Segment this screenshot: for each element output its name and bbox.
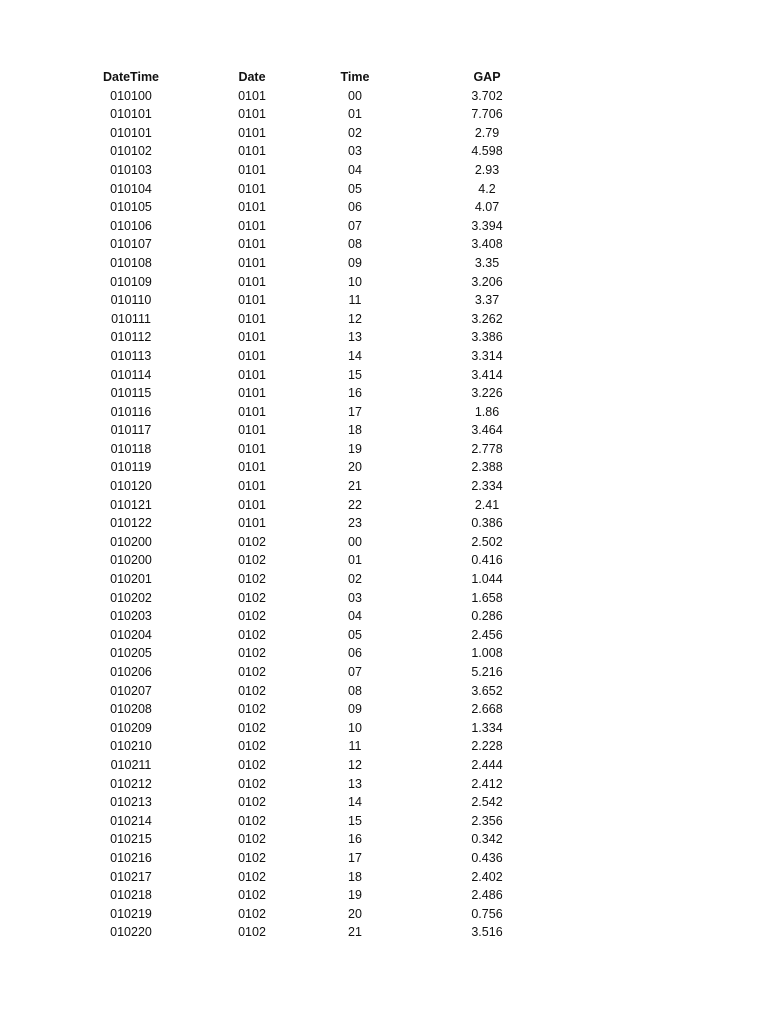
cell-gap: 0.342 — [471, 832, 503, 847]
cell-time: 00 — [348, 534, 362, 549]
table-row — [0, 589, 768, 608]
cell-date: 0102 — [238, 553, 266, 568]
table-row — [0, 421, 768, 440]
cell-date: 0101 — [238, 330, 266, 345]
cell-time: 21 — [348, 925, 362, 940]
table-row — [0, 310, 768, 329]
cell-date: 0102 — [238, 925, 266, 940]
header-gap: GAP — [473, 70, 501, 84]
cell-time: 15 — [348, 367, 362, 382]
table-row — [0, 756, 768, 775]
cell-datetime: 010202 — [110, 590, 152, 605]
table-row — [0, 105, 768, 124]
cell-gap: 3.206 — [471, 274, 503, 289]
cell-gap: 3.386 — [471, 330, 503, 345]
cell-gap: 2.486 — [471, 888, 503, 903]
cell-date: 0101 — [238, 479, 266, 494]
cell-datetime: 010207 — [110, 683, 152, 698]
table-row — [0, 217, 768, 236]
cell-time: 21 — [348, 479, 362, 494]
cell-gap: 0.386 — [471, 516, 503, 531]
cell-time: 09 — [348, 255, 362, 270]
cell-gap: 3.226 — [471, 386, 503, 401]
cell-date: 0102 — [238, 776, 266, 791]
cell-gap: 1.334 — [471, 720, 503, 735]
table-row — [0, 793, 768, 812]
table-row — [0, 830, 768, 849]
cell-time: 17 — [348, 850, 362, 865]
cell-time: 11 — [348, 739, 362, 754]
table-row — [0, 682, 768, 701]
cell-time: 08 — [348, 683, 362, 698]
cell-datetime: 010220 — [110, 925, 152, 940]
table-row — [0, 514, 768, 533]
cell-date: 0101 — [238, 88, 266, 103]
cell-time: 22 — [348, 497, 362, 512]
cell-time: 19 — [348, 888, 362, 903]
cell-gap: 3.414 — [471, 367, 503, 382]
cell-date: 0101 — [238, 255, 266, 270]
cell-time: 18 — [348, 423, 362, 438]
cell-date: 0102 — [238, 665, 266, 679]
header-datetime: DateTime — [102, 70, 160, 84]
cell-time: 02 — [348, 125, 362, 140]
cell-datetime: 010217 — [110, 869, 152, 884]
cell-time: 12 — [348, 757, 362, 772]
cell-time: 07 — [348, 665, 362, 679]
cell-time: 10 — [348, 274, 362, 289]
table-row — [0, 235, 768, 254]
cell-time: 03 — [348, 590, 362, 605]
table-body — [0, 87, 768, 942]
cell-datetime: 010113 — [110, 348, 152, 363]
cell-date: 0102 — [238, 795, 266, 810]
cell-datetime: 010216 — [110, 850, 152, 865]
cell-time: 13 — [348, 776, 362, 791]
cell-date: 0101 — [238, 274, 266, 289]
cell-datetime: 010108 — [110, 255, 152, 270]
cell-time: 04 — [348, 162, 362, 177]
cell-gap: 2.228 — [471, 739, 503, 754]
cell-date: 0101 — [238, 181, 266, 196]
table-row — [0, 403, 768, 422]
cell-date: 0101 — [238, 144, 266, 159]
cell-datetime: 010215 — [110, 832, 152, 847]
cell-gap: 3.314 — [471, 348, 503, 363]
table-row — [0, 440, 768, 459]
cell-date: 0102 — [238, 832, 266, 847]
cell-date: 0102 — [238, 572, 266, 587]
table-row — [0, 905, 768, 924]
cell-date: 0101 — [238, 200, 266, 215]
cell-date: 0102 — [238, 757, 266, 772]
cell-datetime: 010200 — [110, 534, 152, 549]
cell-time: 23 — [348, 516, 362, 531]
cell-gap: 2.456 — [471, 627, 503, 642]
table-row — [0, 180, 768, 199]
cell-gap: 4.598 — [471, 144, 503, 159]
cell-date: 0101 — [238, 404, 266, 419]
cell-datetime: 010106 — [110, 218, 152, 233]
header-date: Date — [238, 70, 266, 84]
cell-gap: 2.79 — [474, 125, 500, 140]
cell-time: 18 — [348, 869, 362, 884]
table-row — [0, 700, 768, 719]
cell-date: 0101 — [238, 348, 266, 363]
cell-gap: 3.464 — [471, 423, 503, 438]
cell-gap: 2.402 — [471, 869, 503, 884]
cell-gap: 3.262 — [471, 311, 503, 326]
header-time: Time — [340, 70, 370, 84]
cell-gap: 1.044 — [471, 572, 503, 587]
table-row — [0, 812, 768, 831]
cell-time: 06 — [348, 200, 362, 215]
table-row — [0, 570, 768, 589]
cell-date: 0102 — [238, 869, 266, 884]
cell-time: 10 — [348, 720, 362, 735]
table-row — [0, 737, 768, 756]
table-row — [0, 775, 768, 794]
cell-gap: 3.516 — [471, 925, 503, 940]
cell-gap: 2.778 — [471, 441, 503, 456]
cell-date: 0101 — [238, 516, 266, 531]
cell-date: 0101 — [238, 367, 266, 382]
table-row — [0, 458, 768, 477]
cell-date: 0101 — [238, 311, 266, 326]
cell-date: 0102 — [238, 702, 266, 717]
table-row — [0, 868, 768, 887]
cell-datetime: 010115 — [110, 386, 152, 401]
cell-gap: 2.41 — [474, 497, 500, 512]
cell-time: 03 — [348, 144, 362, 159]
cell-gap: 2.412 — [471, 776, 503, 791]
cell-date: 0101 — [238, 125, 266, 140]
table-row — [0, 644, 768, 663]
cell-datetime: 010118 — [110, 441, 152, 456]
cell-datetime: 010210 — [110, 739, 152, 754]
cell-time: 00 — [348, 88, 362, 103]
table-row — [0, 161, 768, 180]
cell-gap: 3.652 — [471, 683, 503, 698]
cell-date: 0101 — [238, 218, 266, 233]
cell-gap: 2.502 — [471, 534, 503, 549]
table-row — [0, 477, 768, 496]
cell-datetime: 010206 — [110, 665, 152, 679]
cell-gap: 0.286 — [471, 609, 503, 624]
cell-gap: 2.356 — [471, 813, 503, 828]
cell-date: 0102 — [238, 590, 266, 605]
header-row — [0, 68, 768, 87]
cell-gap: 0.436 — [471, 850, 503, 865]
cell-date: 0102 — [238, 850, 266, 865]
cell-time: 17 — [348, 404, 362, 419]
cell-time: 19 — [348, 441, 362, 456]
cell-date: 0101 — [238, 237, 266, 252]
cell-gap: 3.408 — [471, 237, 503, 252]
cell-datetime: 010114 — [110, 367, 152, 382]
cell-time: 20 — [348, 906, 362, 921]
cell-datetime: 010201 — [110, 572, 152, 587]
cell-datetime: 010208 — [110, 702, 152, 717]
cell-gap: 7.706 — [471, 107, 503, 122]
data-table — [0, 68, 768, 942]
cell-gap: 2.334 — [471, 479, 503, 494]
cell-time: 11 — [348, 293, 362, 308]
table-row — [0, 142, 768, 161]
cell-time: 16 — [348, 386, 362, 401]
table-row — [0, 347, 768, 366]
cell-time: 02 — [348, 572, 362, 587]
cell-datetime: 010119 — [110, 460, 152, 475]
cell-time: 08 — [348, 237, 362, 252]
cell-gap: 1.008 — [471, 646, 503, 661]
cell-datetime: 010112 — [110, 330, 152, 345]
cell-datetime: 010120 — [110, 479, 152, 494]
cell-datetime: 010101 — [110, 107, 152, 122]
table-row — [0, 366, 768, 385]
table-row — [0, 496, 768, 515]
cell-datetime: 010116 — [110, 404, 152, 419]
cell-datetime: 010104 — [110, 181, 152, 196]
cell-date: 0101 — [238, 293, 266, 308]
cell-datetime: 010103 — [110, 162, 152, 177]
table-row — [0, 719, 768, 738]
cell-datetime: 010111 — [111, 311, 151, 326]
cell-date: 0101 — [238, 162, 266, 177]
cell-datetime: 010213 — [110, 795, 152, 810]
cell-gap: 0.756 — [471, 906, 503, 921]
cell-datetime: 010107 — [110, 237, 152, 252]
cell-datetime: 010110 — [110, 293, 152, 308]
cell-time: 06 — [348, 646, 362, 661]
cell-gap: 4.07 — [474, 200, 500, 215]
cell-datetime: 010109 — [110, 274, 152, 289]
cell-datetime: 010100 — [110, 88, 152, 103]
cell-gap: 3.702 — [471, 88, 503, 103]
cell-datetime: 010212 — [110, 776, 152, 791]
cell-gap: 3.35 — [474, 255, 500, 270]
cell-date: 0102 — [238, 683, 266, 698]
cell-time: 09 — [348, 702, 362, 717]
cell-datetime: 010121 — [110, 497, 152, 512]
table-row — [0, 663, 768, 682]
table-row — [0, 328, 768, 347]
cell-gap: 4.2 — [478, 181, 496, 196]
cell-time: 07 — [348, 218, 362, 233]
cell-gap: 1.86 — [474, 404, 500, 419]
cell-gap: 0.416 — [471, 553, 503, 568]
table-row — [0, 198, 768, 217]
cell-datetime: 010209 — [110, 720, 152, 735]
cell-date: 0102 — [238, 609, 266, 624]
cell-datetime: 010200 — [110, 553, 152, 568]
cell-datetime: 010203 — [110, 609, 152, 624]
table-row — [0, 124, 768, 143]
cell-gap: 3.394 — [471, 218, 503, 233]
table-row — [0, 291, 768, 310]
table-row — [0, 384, 768, 403]
table-row — [0, 923, 768, 942]
cell-date: 0102 — [238, 906, 266, 921]
cell-date: 0102 — [238, 627, 266, 642]
cell-gap: 2.542 — [471, 795, 503, 810]
cell-time: 20 — [348, 460, 362, 475]
cell-date: 0101 — [238, 386, 266, 401]
cell-datetime: 010214 — [110, 813, 152, 828]
cell-date: 0102 — [238, 813, 266, 828]
table-row — [0, 886, 768, 905]
cell-date: 0102 — [238, 646, 266, 661]
cell-time: 01 — [348, 107, 362, 122]
cell-time: 05 — [348, 181, 362, 196]
table-row — [0, 849, 768, 868]
table-row — [0, 254, 768, 273]
cell-datetime: 010205 — [110, 646, 152, 661]
table-row — [0, 273, 768, 292]
cell-time: 05 — [348, 627, 362, 642]
cell-date: 0102 — [238, 739, 266, 754]
cell-datetime: 010219 — [110, 906, 152, 921]
cell-time: 04 — [348, 609, 362, 624]
cell-time: 15 — [348, 813, 362, 828]
cell-gap: 1.658 — [471, 590, 503, 605]
cell-gap: 2.93 — [474, 162, 500, 177]
cell-date: 0102 — [238, 720, 266, 735]
cell-time: 14 — [348, 795, 362, 810]
table-row — [0, 626, 768, 645]
table-row — [0, 87, 768, 106]
cell-datetime: 010218 — [110, 888, 152, 903]
table-row — [0, 533, 768, 552]
cell-gap: 2.444 — [471, 757, 503, 772]
cell-datetime: 010211 — [110, 757, 152, 772]
cell-time: 14 — [348, 348, 362, 363]
cell-datetime: 010204 — [110, 627, 152, 642]
cell-gap: 2.388 — [471, 460, 503, 475]
table-row — [0, 607, 768, 626]
cell-date: 0102 — [238, 534, 266, 549]
cell-datetime: 010122 — [110, 516, 152, 531]
cell-date: 0101 — [238, 460, 266, 475]
cell-datetime: 010105 — [110, 200, 152, 215]
cell-datetime: 010101 — [110, 125, 152, 140]
cell-time: 16 — [348, 832, 362, 847]
cell-date: 0101 — [238, 441, 266, 456]
cell-gap: 2.668 — [471, 702, 503, 717]
cell-time: 13 — [348, 330, 362, 345]
table-row — [0, 551, 768, 570]
cell-datetime: 010117 — [110, 423, 152, 438]
cell-date: 0102 — [238, 888, 266, 903]
cell-datetime: 010102 — [110, 144, 152, 159]
cell-date: 0101 — [238, 107, 266, 122]
cell-date: 0101 — [238, 497, 266, 512]
cell-gap: 5.216 — [471, 665, 503, 679]
cell-date: 0101 — [238, 423, 266, 438]
cell-time: 01 — [348, 553, 362, 568]
cell-time: 12 — [348, 311, 362, 326]
cell-gap: 3.37 — [474, 293, 500, 308]
